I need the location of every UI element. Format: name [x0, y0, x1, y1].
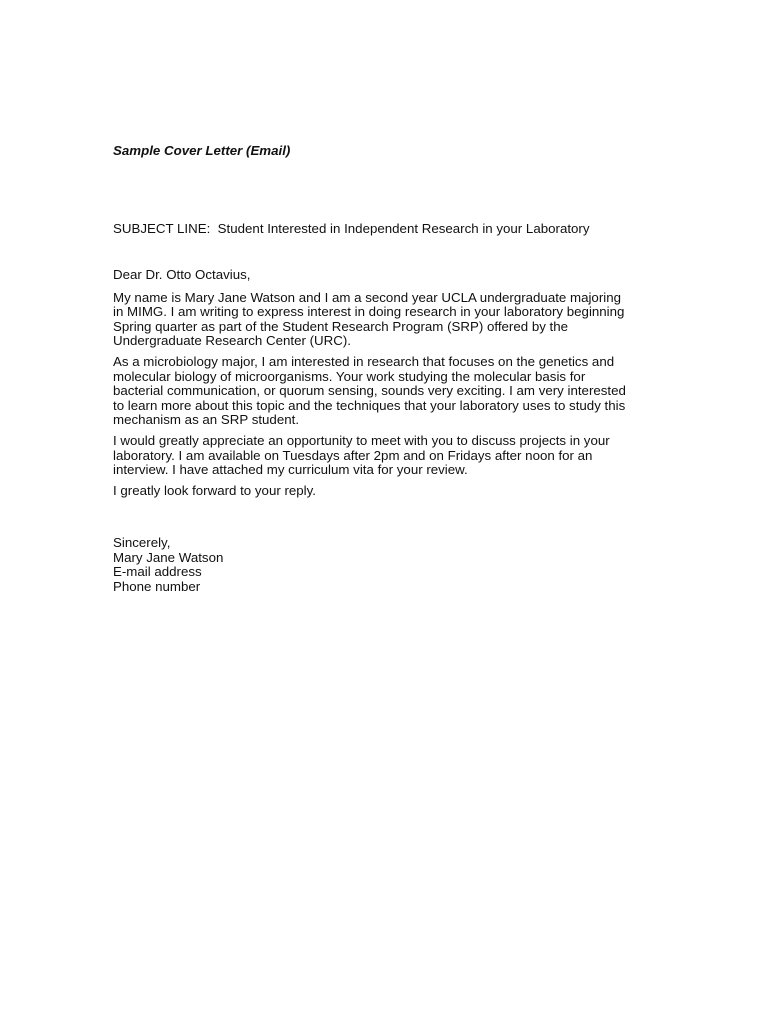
paragraph-line: molecular biology of microorganisms. Your work studying the molecular basis for [113, 368, 586, 384]
subject-line: SUBJECT LINE: Student Interested in Independent Research in your Laboratory [113, 221, 590, 236]
document-title: Sample Cover Letter (Email) [113, 143, 291, 158]
paragraph-line: I would greatly appreciate an opportunity to meet with you to discuss projects in your [113, 432, 610, 448]
paragraph-line: As a microbiology major, I am interested in research that focuses on the genetics and [113, 353, 615, 369]
paragraph-line: Spring quarter as part of the Student Research Program (SRP) offered by the [113, 318, 569, 334]
paragraph-introduction [113, 291, 673, 349]
paragraph-line: mechanism as an SRP student. [113, 412, 300, 428]
signature-block [113, 536, 223, 594]
paragraph-line: My name is Mary Jane Watson and I am a second year UCLA undergraduate majoring [113, 289, 621, 305]
salutation: Dear Dr. Otto Octavius, [113, 267, 251, 282]
paragraph-line: laboratory. I am available on Tuesdays after 2pm and on Fridays after noon for an [113, 447, 593, 463]
paragraph-line: bacterial communication, or quorum sensing, sounds very exciting. I am very interested [113, 383, 626, 399]
paragraph-line: Undergraduate Research Center (URC). [113, 333, 351, 349]
signer-email: E-mail address [113, 564, 202, 580]
signer-phone: Phone number [113, 578, 201, 594]
paragraph-line: to learn more about this topic and the techniques that your laboratory uses to study this [113, 397, 626, 413]
paragraph-closing-remark [113, 484, 673, 499]
paragraph-interest [113, 355, 673, 428]
valediction: Sincerely, [113, 535, 171, 550]
signer-name: Mary Jane Watson [113, 549, 224, 565]
paragraph-line: in MIMG. I am writing to express interest in doing research in your laboratory beginning [113, 304, 625, 320]
paragraph-line: I greatly look forward to your reply. [113, 482, 316, 498]
paragraph-availability [113, 434, 673, 478]
paragraph-line: interview. I have attached my curriculum vita for your review. [113, 462, 468, 478]
letter-body [113, 268, 673, 504]
